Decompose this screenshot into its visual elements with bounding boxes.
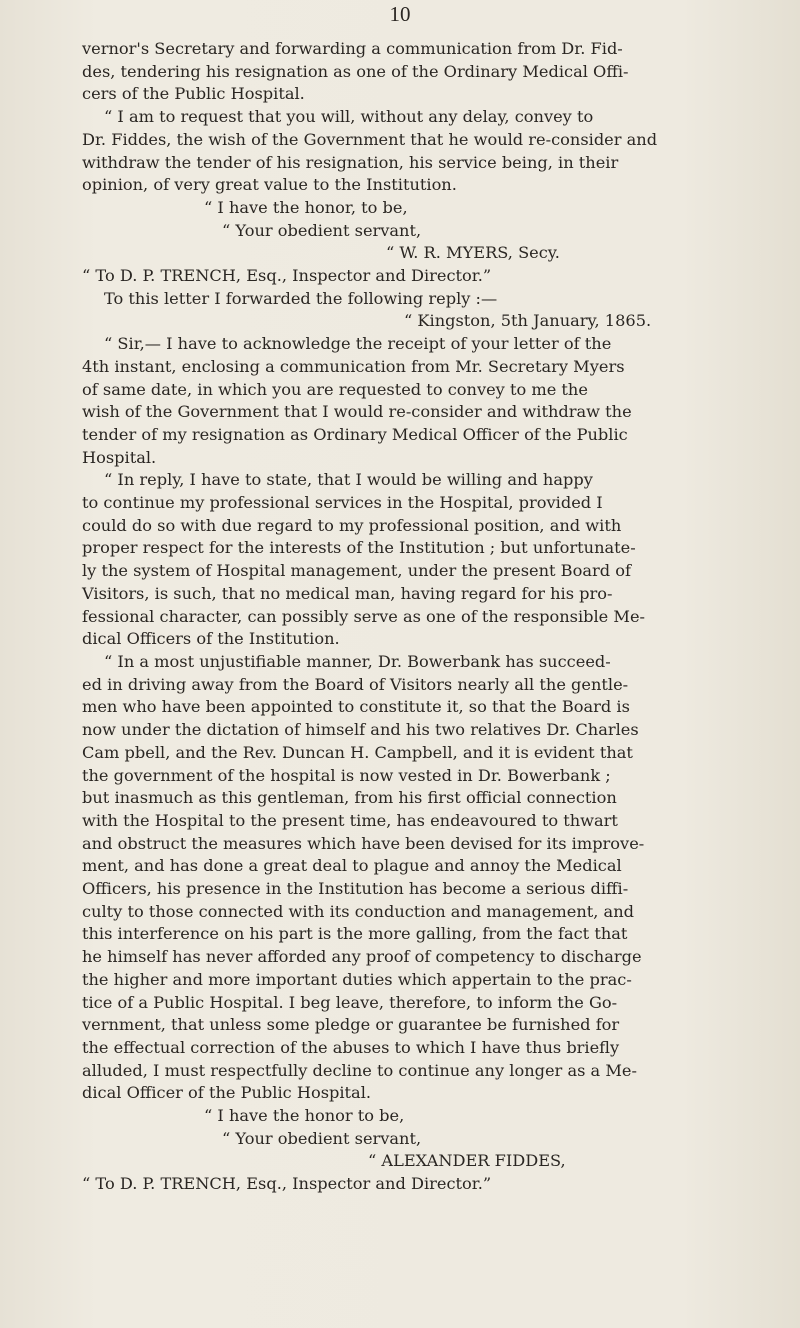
- text-line: To this letter I forwarded the following reply :—: [104, 288, 498, 308]
- text-line: he himself has never afforded any proof of competency to discharge: [82, 947, 642, 967]
- text-line: but inasmuch as this gentleman, from his first official connection: [82, 788, 617, 808]
- text-line: of same date, in which you are requested to convey to me the: [82, 379, 588, 399]
- text-line: Hospital.: [82, 447, 157, 467]
- text-line: ed in driving away from the Board of Visitors nearly all the gentle-: [82, 674, 629, 694]
- text-line: the higher and more important duties which appertain to the prac-: [82, 969, 632, 989]
- text-line: “ I am to request that you will, without any delay, convey to: [104, 107, 594, 127]
- text-line: the government of the hospital is now vested in Dr. Bowerbank ;: [82, 765, 611, 785]
- text-line: now under the dictation of himself and his two relatives Dr. Charles: [82, 720, 639, 740]
- text-line: des, tendering his resignation as one of the Ordinary Medical Offi-: [82, 61, 629, 81]
- text-line: this interference on his part is the more galling, from the fact that: [82, 924, 628, 944]
- text-line: “ Sir,— I have to acknowledge the receipt of your letter of the: [104, 334, 612, 354]
- text-line: could do so with due regard to my professional position, and with: [82, 515, 622, 535]
- closing-line: “ I have the honor, to be,: [204, 197, 408, 217]
- text-line: vernor's Secretary and forwarding a communication from Dr. Fid-: [82, 39, 623, 58]
- text-line: Visitors, is such, that no medical man, having regard for his pro-: [82, 583, 613, 603]
- page-number: 10: [389, 2, 411, 26]
- text-line: Officers, his presence in the Institution has become a serious diffi-: [82, 879, 629, 899]
- text-line: culty to those connected with its conduction and management, and: [82, 901, 634, 921]
- text-line: tice of a Public Hospital. I beg leave, therefore, to inform the Go-: [82, 992, 618, 1012]
- text-line: vernment, that unless some pledge or guarantee be furnished for: [82, 1015, 620, 1035]
- text-line: men who have been appointed to constitute it, so that the Board is: [82, 697, 630, 717]
- text-line: 4th instant, enclosing a communication from Mr. Secretary Myers: [82, 356, 625, 376]
- text-line: ment, and has done a great deal to plague and annoy the Medical: [82, 856, 622, 876]
- text-line: opinion, of very great value to the Institution.: [82, 175, 457, 195]
- text-line: Cam pbell, and the Rev. Duncan H. Campbell, and it is evident that: [82, 742, 633, 762]
- letter-body: [82, 38, 746, 1196]
- text-line: cers of the Public Hospital.: [82, 84, 305, 104]
- address-line: “ To D. P. TRENCH, Esq., Inspector and Director.”: [82, 1174, 492, 1194]
- signature-fiddes: “ ALEXANDER FIDDES,: [368, 1151, 566, 1171]
- text-line: alluded, I must respectfully decline to continue any longer as a Me-: [82, 1060, 637, 1080]
- text-line: to continue my professional services in the Hospital, provided I: [82, 493, 603, 513]
- date-line: “ Kingston, 5th January, 1865.: [404, 311, 652, 331]
- text-line: with the Hospital to the present time, has endeavoured to thwart: [82, 810, 618, 830]
- text-line: “ In a most unjustifiable manner, Dr. Bowerbank has succeed-: [104, 651, 611, 671]
- address-line: “ To D. P. TRENCH, Esq., Inspector and Director.”: [82, 266, 492, 286]
- text-line: tender of my resignation as Ordinary Medical Officer of the Public: [82, 424, 628, 444]
- text-line: proper respect for the interests of the Institution ; but unfortunate-: [82, 538, 636, 558]
- text-line: fessional character, can possibly serve as one of the responsible Me-: [82, 606, 646, 626]
- closing-line: “ I have the honor to be,: [204, 1106, 405, 1126]
- signature-myers: “ W. R. MYERS, Secy.: [386, 243, 560, 263]
- text-line: ly the system of Hospital management, under the present Board of: [82, 561, 631, 581]
- text-line: the effectual correction of the abuses to which I have thus briefly: [82, 1037, 620, 1057]
- text-line: Dr. Fiddes, the wish of the Government that he would re-consider and: [82, 129, 658, 149]
- text-line: and obstruct the measures which have been devised for its improve-: [82, 833, 645, 853]
- text-line: “ In reply, I have to state, that I would be willing and happy: [104, 470, 593, 490]
- text-line: wish of the Government that I would re-consider and withdraw the: [82, 402, 632, 422]
- text-line: dical Officers of the Institution.: [82, 629, 340, 649]
- text-line: dical Officer of the Public Hospital.: [82, 1083, 372, 1103]
- closing-line: “ Your obedient servant,: [222, 1128, 422, 1148]
- text-line: withdraw the tender of his resignation, his service being, in their: [82, 152, 619, 172]
- closing-line: “ Your obedient servant,: [222, 220, 422, 240]
